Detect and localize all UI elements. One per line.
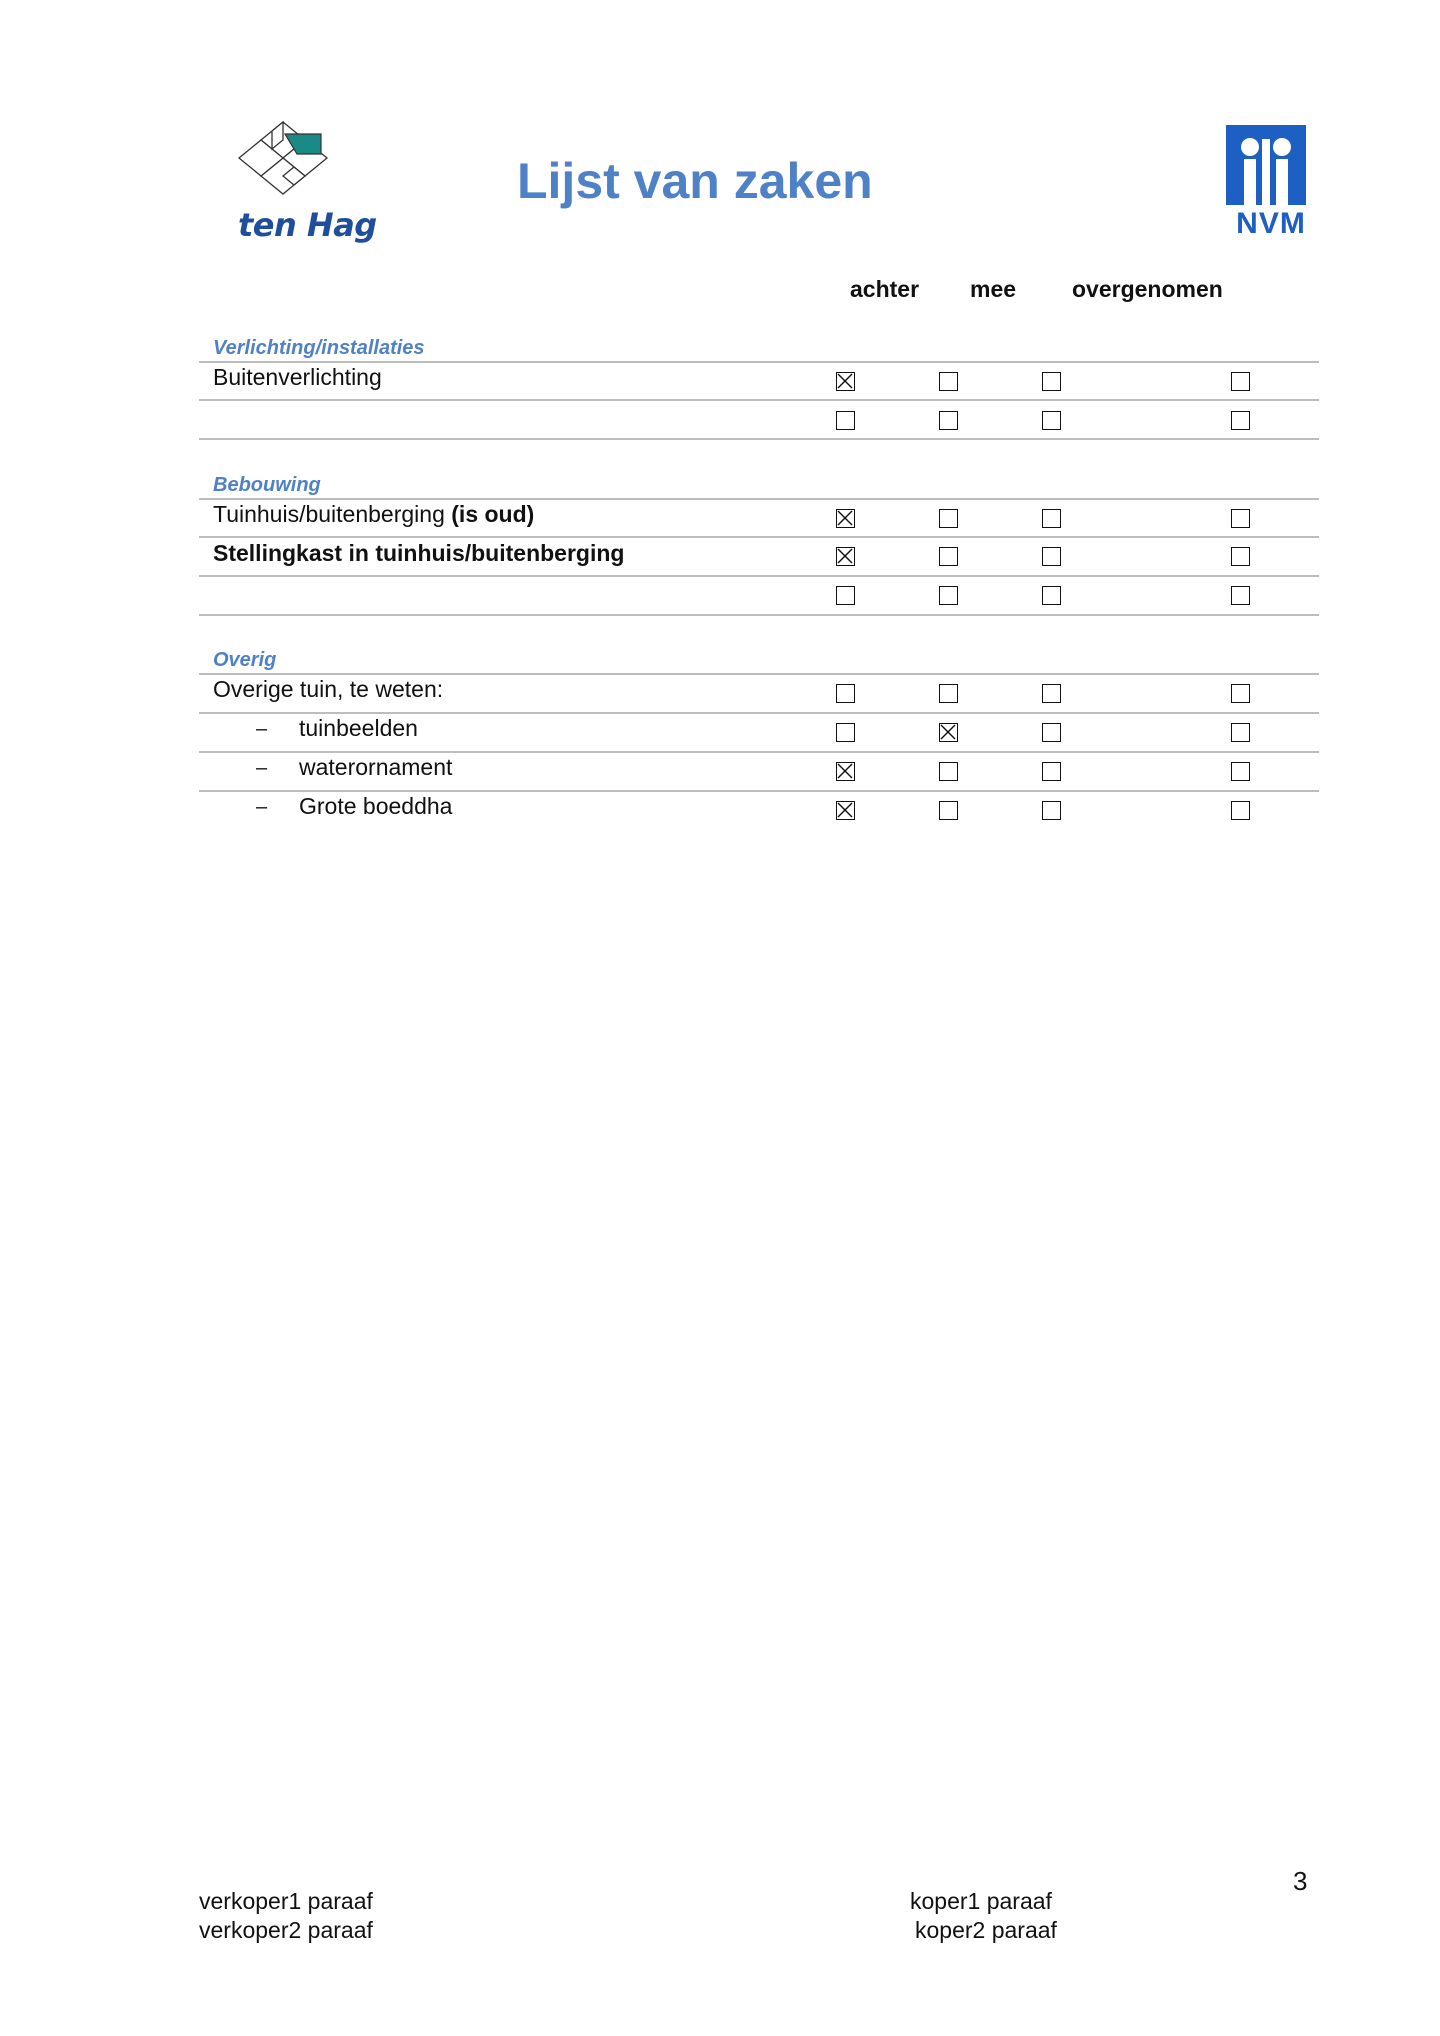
checkbox-unchecked[interactable]: [939, 372, 958, 391]
nvm-wordmark: NVM: [1236, 207, 1306, 240]
checkbox-checked[interactable]: [836, 372, 855, 391]
cross-mark-icon: [940, 724, 956, 740]
ten-hag-logo: [235, 118, 375, 248]
page-number: 3: [1293, 1866, 1308, 1896]
checkbox-unchecked[interactable]: [939, 411, 958, 430]
checkbox-unchecked[interactable]: [1042, 684, 1061, 703]
checkbox-unchecked[interactable]: [1231, 547, 1250, 566]
checkbox-unchecked[interactable]: [1231, 801, 1250, 820]
divider: [199, 498, 1319, 500]
checkbox-checked[interactable]: [836, 762, 855, 781]
checkbox-unchecked[interactable]: [1042, 762, 1061, 781]
buyer-initials-block: [910, 1887, 1057, 1945]
section-title-bebouwing: Bebouwing: [213, 474, 321, 496]
cross-mark-icon: [837, 373, 853, 389]
checkbox-unchecked[interactable]: [1231, 762, 1250, 781]
section-title-overig: Overig: [213, 649, 277, 671]
column-header-achter: achter: [850, 276, 920, 302]
divider: [199, 438, 1319, 440]
divider: [199, 614, 1319, 616]
divider: [199, 751, 1319, 753]
nvm-house-logo-icon: [1226, 125, 1316, 205]
checkbox-unchecked[interactable]: [939, 801, 958, 820]
checkbox-unchecked[interactable]: [939, 684, 958, 703]
checkbox-unchecked[interactable]: [1042, 547, 1061, 566]
item-label: Buitenverlichting: [213, 364, 382, 390]
column-header-overgenomen: overgenomen: [1072, 276, 1223, 302]
checkbox-checked[interactable]: [939, 723, 958, 742]
list-dash: –: [256, 757, 268, 779]
checkbox-unchecked[interactable]: [1042, 723, 1061, 742]
checkbox-checked[interactable]: [836, 801, 855, 820]
item-label-note: (is oud): [451, 501, 535, 527]
checkbox-unchecked[interactable]: [1042, 411, 1061, 430]
section-title-verlichting: Verlichting/installaties: [213, 337, 425, 359]
divider: [199, 673, 1319, 675]
checkbox-checked[interactable]: [836, 509, 855, 528]
divider: [199, 575, 1319, 577]
checkbox-unchecked[interactable]: [1231, 411, 1250, 430]
checkbox-unchecked[interactable]: [1231, 586, 1250, 605]
item-label: tuinbeelden: [299, 715, 418, 741]
checkbox-unchecked[interactable]: [939, 509, 958, 528]
checkbox-unchecked[interactable]: [1231, 684, 1250, 703]
checkbox-unchecked[interactable]: [939, 762, 958, 781]
checkbox-unchecked[interactable]: [1042, 801, 1061, 820]
list-dash: –: [256, 718, 268, 740]
checkbox-unchecked[interactable]: [1231, 723, 1250, 742]
list-dash: –: [256, 796, 268, 818]
checkbox-unchecked[interactable]: [836, 411, 855, 430]
checkbox-unchecked[interactable]: [836, 586, 855, 605]
item-label: [213, 501, 534, 528]
column-header-mee: mee: [970, 276, 1017, 302]
item-label: Stellingkast in tuinhuis/buitenberging: [213, 540, 625, 566]
item-label-text: Tuinhuis/buitenberging: [213, 501, 452, 527]
divider: [199, 536, 1319, 538]
buyer1-initials-label: koper1 paraaf: [910, 1888, 1052, 1914]
seller1-initials-label: verkoper1 paraaf: [199, 1888, 373, 1914]
pinwheel-logo-icon: [235, 118, 331, 210]
checkbox-unchecked[interactable]: [1042, 586, 1061, 605]
divider: [199, 790, 1319, 792]
checkbox-unchecked[interactable]: [939, 547, 958, 566]
page-title: Lijst van zaken: [517, 153, 873, 209]
seller2-initials-label: verkoper2 paraaf: [199, 1917, 373, 1943]
divider: [199, 712, 1319, 714]
buyer2-initials-label: koper2 paraaf: [915, 1917, 1057, 1943]
item-label: Overige tuin, te weten:: [213, 676, 444, 702]
checkbox-unchecked[interactable]: [1231, 372, 1250, 391]
divider: [199, 361, 1319, 363]
item-label: Grote boeddha: [299, 793, 453, 819]
checkbox-unchecked[interactable]: [836, 684, 855, 703]
nvm-logo: [1226, 125, 1316, 240]
cross-mark-icon: [837, 510, 853, 526]
cross-mark-icon: [837, 763, 853, 779]
ten-hag-wordmark: ten Hag: [238, 206, 377, 244]
checkbox-unchecked[interactable]: [836, 723, 855, 742]
checkbox-unchecked[interactable]: [939, 586, 958, 605]
cross-mark-icon: [837, 548, 853, 564]
divider: [199, 399, 1319, 401]
checkbox-checked[interactable]: [836, 547, 855, 566]
checkbox-unchecked[interactable]: [1042, 509, 1061, 528]
item-label: waterornament: [299, 754, 453, 780]
checkbox-unchecked[interactable]: [1042, 372, 1061, 391]
checkbox-unchecked[interactable]: [1231, 509, 1250, 528]
cross-mark-icon: [837, 802, 853, 818]
seller-initials-block: [199, 1887, 373, 1945]
